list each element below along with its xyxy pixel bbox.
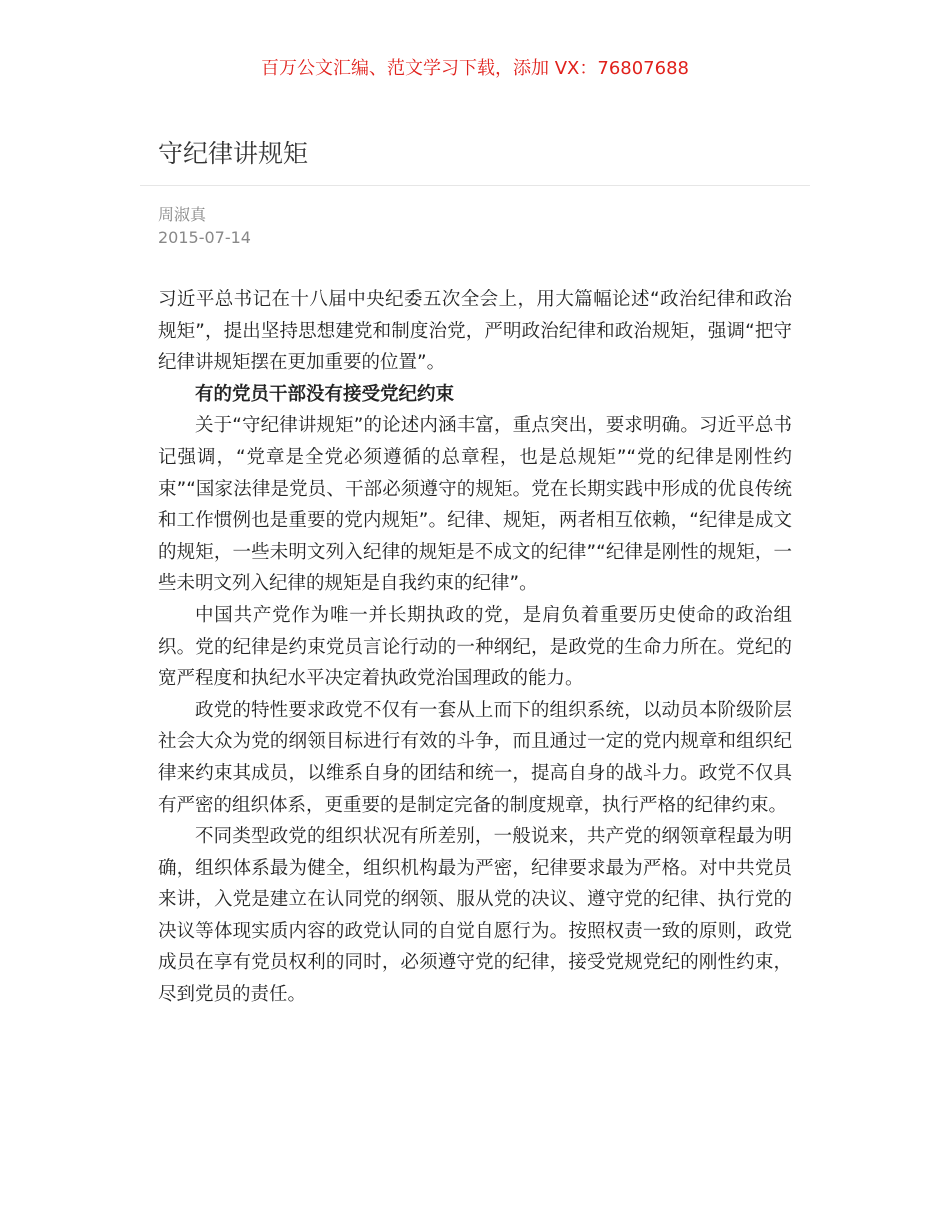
promo-banner: 百万公文汇编、范文学习下载，添加 VX：76807688: [261, 58, 689, 79]
article-title: 守纪律讲规矩: [158, 139, 309, 168]
article-body: [158, 284, 792, 1011]
paragraph: 中国共产党作为唯一并长期执政的党，是肩负着重要历史使命的政治组织。党的纪律是约束党员言论行动的一种纲纪，是政党的生命力所在。党纪的宽严程度和执纪水平决定着执政党治国理政的能力。: [158, 604, 792, 690]
section-subheading: 有的党员干部没有接受党纪约束: [195, 383, 455, 405]
paragraph: 政党的特性要求政党不仅有一套从上而下的组织系统，以动员本阶级阶层社会大众为党的纲领目标进行有效的斗争，而且通过一定的党内规章和组织纪律来约束其成员，以维系自身的团结和统一，提高自身的战斗力。政党不仅具有严密的组织体系，更重要的是制定完备的制度规章，执行严格的纪律约束。: [158, 699, 792, 816]
author-name: 周淑真: [158, 205, 207, 224]
title-divider: [140, 185, 810, 186]
publish-date: 2015-07-14: [158, 228, 251, 247]
paragraph: 关于“守纪律讲规矩”的论述内涵丰富，重点突出，要求明确。习近平总书记强调，“党章是全党必须遵循的总章程，也是总规矩”“党的纪律是刚性约束”“国家法律是党员、干部必须遵守的规矩。党在长期实践中形成的优良传统和工作惯例也是重要的党内规矩”。纪律、规矩，两者相互依赖，“纪律是成文的规矩，一些未明文列入纪律的规矩是不成文的纪律”“纪律是刚性的规矩，一些未明文列入纪律的规矩是自我约束的纪律”。: [158, 415, 792, 595]
article-meta: [158, 203, 251, 249]
paragraph: 不同类型政党的组织状况有所差别，一般说来，共产党的纲领章程最为明确，组织体系最为健全，组织机构最为严密，纪律要求最为严格。对中共党员来讲，入党是建立在认同党的纲领、服从党的决议、遵守党的纪律、执行党的决议等体现实质内容的政党认同的自觉自愿行为。按照权责一致的原则，政党成员在享有党员权利的同时，必须遵守党的纪律，接受党规党纪的刚性约束，尽到党员的责任。: [158, 826, 792, 1006]
paragraph-intro: 习近平总书记在十八届中央纪委五次全会上，用大篇幅论述“政治纪律和政治规矩”，提出坚持思想建党和制度治党，严明政治纪律和政治规矩，强调“把守纪律讲规矩摆在更加重要的位置”。: [158, 289, 792, 374]
